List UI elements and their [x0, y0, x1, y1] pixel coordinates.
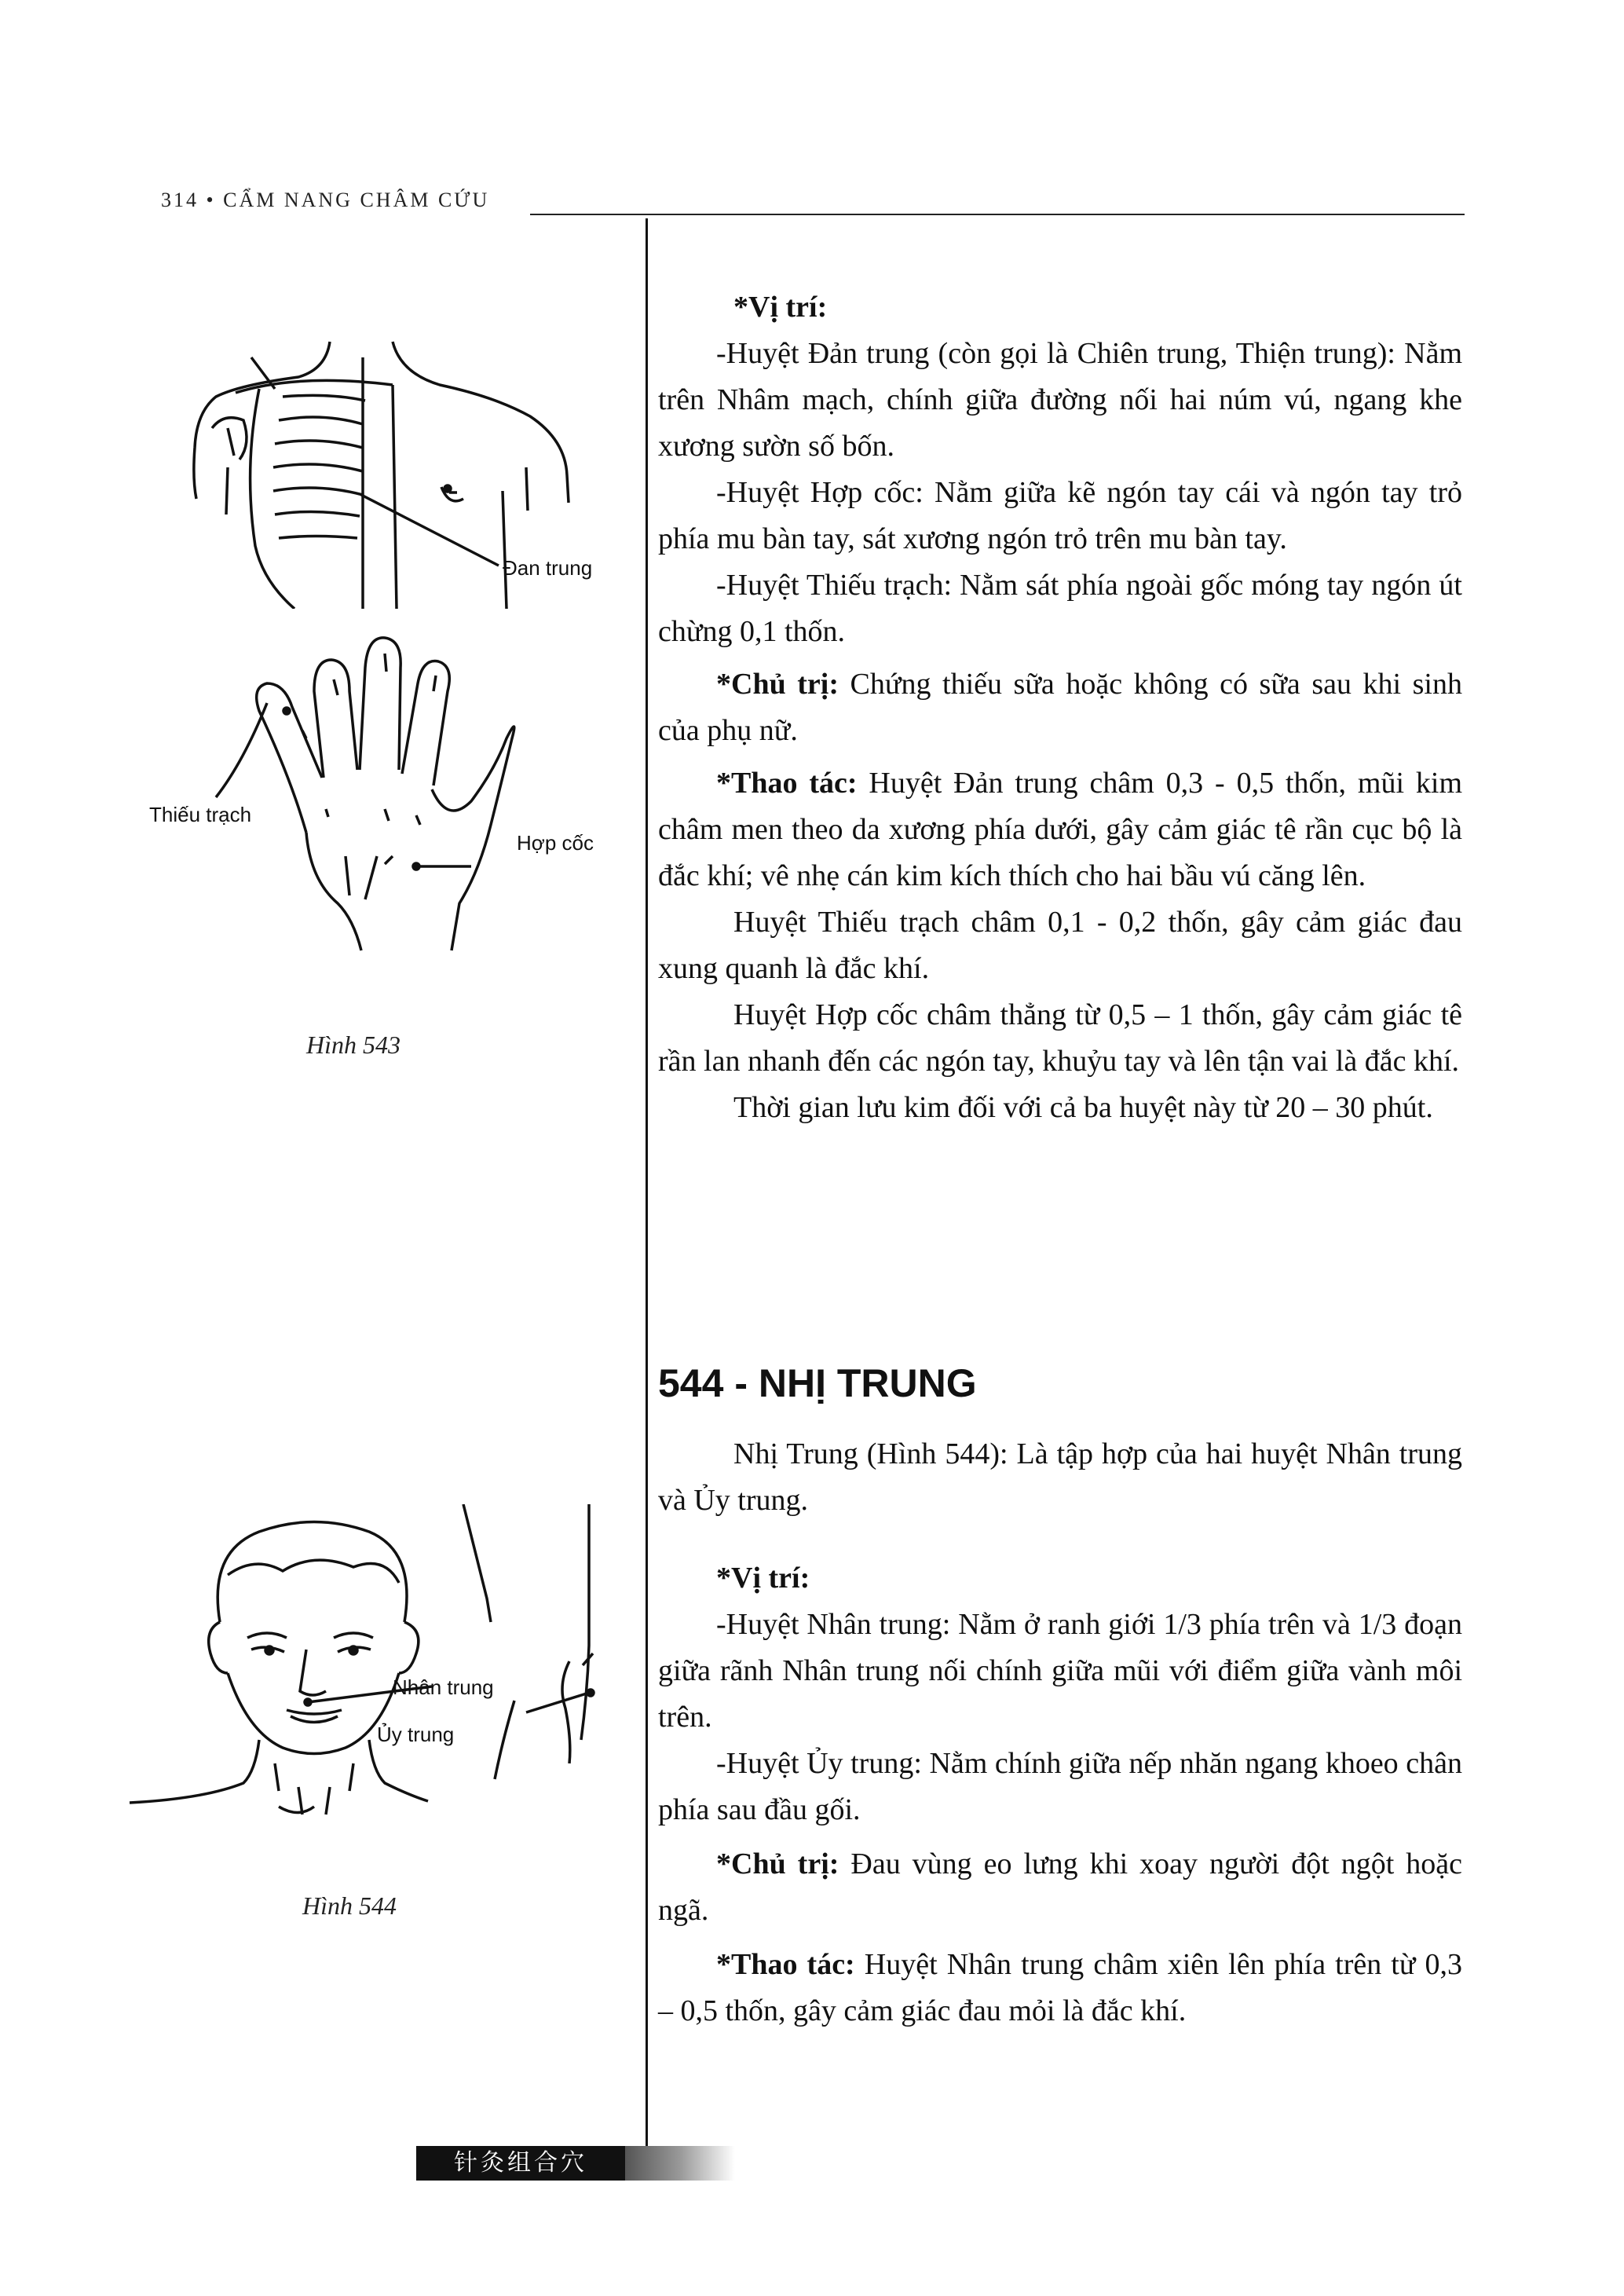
- book-title: CẨM NANG CHÂM CỨU: [223, 189, 490, 211]
- footer-badge: 针灸组合穴: [416, 2146, 625, 2181]
- vitri-heading: *Vị trí:: [716, 1562, 810, 1595]
- para-thieu-trach: Huyệt Thiếu trạch châm 0,1 - 0,2 thốn, gây cảm giác đau xung quanh là đắc khí.: [658, 906, 1462, 985]
- chutri-label: *Chủ trị:: [716, 1847, 839, 1880]
- vitri-uy-trung: -Huyệt Ủy trung: Nằm chính giữa nếp nhăn ngang khoeo chân phía sau đầu gối.: [658, 1747, 1462, 1826]
- label-thieu-trach: Thiếu trạch: [149, 803, 252, 826]
- para-time: Thời gian lưu kim đối với cả ba huyệt này từ 20 – 30 phút.: [733, 1091, 1433, 1124]
- caption-fig-543: Hình 543: [306, 1031, 401, 1059]
- thaotac-text: Huyệt Đản trung châm 0,3 - 0,5 thốn, mũi kim châm men theo da xương phía dưới, gây cảm giác tê rần cục bộ là đắc khí; vê nhẹ cán kim kích thích cho hai bầu vú căng lên.: [658, 767, 1463, 892]
- caption-fig-544: Hình 544: [302, 1891, 397, 1920]
- footer-ink-streak: [625, 2146, 735, 2181]
- chutri-text: Chứng thiếu sữa hoặc không có sữa sau khi sinh của phụ nữ.: [658, 668, 1462, 747]
- intro-paragraph: Nhị Trung (Hình 544): Là tập hợp của hai huyệt Nhân trung và Ủy trung.: [658, 1437, 1462, 1517]
- vitri-nhan-trung: -Huyệt Nhân trung: Nằm ở ranh giới 1/3 phía trên và 1/3 đoạn giữa rãnh Nhân trung nối chính giữa mũi với điểm giữa vành môi trên.: [658, 1608, 1462, 1734]
- header-text: [161, 189, 489, 212]
- thaotac-label: *Thao tác:: [716, 767, 858, 800]
- header-bullet: •: [206, 189, 216, 211]
- vitri-hop-coc: -Huyệt Hợp cốc: Nằm giữa kẽ ngón tay cái và ngón tay trỏ phía mu bàn tay, sát xương ngón trỏ trên mu bàn tay.: [658, 476, 1462, 555]
- hand-illustration: [149, 621, 644, 982]
- section-544-text: [658, 1431, 1462, 2034]
- chutri-paragraph: [658, 661, 1462, 754]
- head-illustration: [118, 1504, 644, 1834]
- label-uy-trung: Ủy trung: [377, 1723, 455, 1746]
- chutri-paragraph: [658, 1841, 1462, 1934]
- thaotac-label: *Thao tác:: [716, 1948, 855, 1981]
- thaotac-paragraph: [658, 1942, 1462, 2034]
- section-544-title: 544 - NHỊ TRUNG: [658, 1361, 977, 1405]
- vitri-heading: *Vị trí:: [733, 291, 828, 324]
- page-number: 314: [161, 189, 199, 211]
- section-543-text: [658, 284, 1462, 1131]
- column-divider: [646, 218, 648, 2151]
- vitri-thieu-trach: -Huyệt Thiếu trạch: Nằm sát phía ngoài gốc móng tay ngón út chừng 0,1 thốn.: [658, 569, 1462, 648]
- thaotac-paragraph: [658, 760, 1462, 899]
- para-hop-coc: Huyệt Hợp cốc châm thẳng từ 0,5 – 1 thốn, gây cảm giác tê rần lan nhanh đến các ngón tay, khuỷu tay và lên tận vai là đắc khí.: [658, 998, 1462, 1078]
- figure-543-hand: [149, 621, 644, 982]
- chutri-text: Đau vùng eo lưng khi xoay người đột ngột hoặc ngã.: [658, 1847, 1462, 1927]
- label-dan-trung: Đan trung: [503, 556, 593, 580]
- figure-544-head: [118, 1504, 644, 1834]
- running-header: [161, 189, 1465, 220]
- label-hop-coc: Hợp cốc: [517, 831, 594, 855]
- header-rule: [530, 214, 1465, 215]
- vitri-dan-trung: -Huyệt Đản trung (còn gọi là Chiên trung, Thiện trung): Nằm trên Nhâm mạch, chính giữa đường nối hai núm vú, ngang khe xương sườn số bốn.: [658, 337, 1462, 463]
- chutri-label: *Chủ trị:: [716, 668, 839, 701]
- label-nhan-trung: Nhân trung: [393, 1675, 494, 1699]
- thaotac-text: Huyệt Nhân trung châm xiên lên phía trên từ 0,3 – 0,5 thốn, gây cảm giác đau mỏi là đắc khí.: [658, 1948, 1462, 2027]
- figure-543-chest: [157, 310, 644, 609]
